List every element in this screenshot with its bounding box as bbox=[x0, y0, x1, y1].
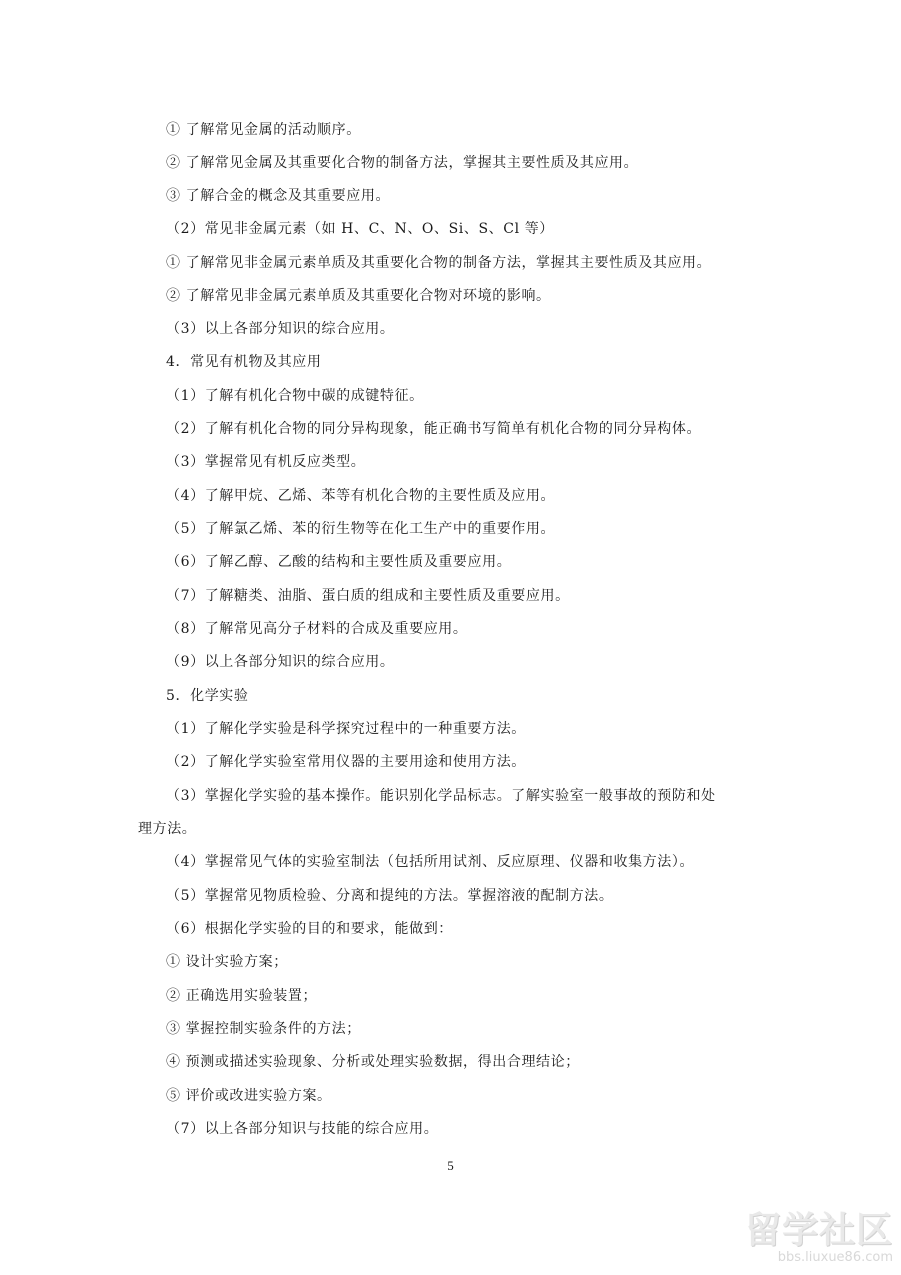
text-line: ① 设计实验方案； bbox=[166, 954, 288, 970]
text-line: （6）了解乙醇、乙酸的结构和主要性质及重要应用。 bbox=[166, 554, 512, 570]
page-number: 5 bbox=[447, 1158, 454, 1173]
text-line: ② 了解常见金属及其重要化合物的制备方法，掌握其主要性质及其应用。 bbox=[166, 155, 639, 171]
text-line: （7）以上各部分知识与技能的综合应用。 bbox=[166, 1121, 439, 1137]
text-line: （2）了解化学实验室常用仪器的主要用途和使用方法。 bbox=[166, 754, 526, 770]
watermark-logo bbox=[743, 1211, 893, 1269]
text-line: （9）以上各部分知识的综合应用。 bbox=[166, 654, 395, 670]
text-line: （4）了解甲烷、乙烯、苯等有机化合物的主要性质及应用。 bbox=[166, 488, 556, 504]
section-heading: 4．常见有机物及其应用 bbox=[166, 354, 322, 370]
text-line: ① 了解常见金属的活动顺序。 bbox=[166, 122, 361, 138]
watermark-url: bbs.liuxue86.com bbox=[777, 1250, 893, 1265]
text-line: （8）了解常见高分子材料的合成及重要应用。 bbox=[166, 621, 468, 637]
text-line-continuation: 理方法。 bbox=[138, 821, 197, 837]
watermark-title: 留学社区 bbox=[744, 1210, 893, 1251]
text-line: （5）了解氯乙烯、苯的衍生物等在化工生产中的重要作用。 bbox=[166, 521, 556, 537]
text-line: （2）了解有机化合物的同分异构现象，能正确书写简单有机化合物的同分异构体。 bbox=[166, 421, 702, 437]
text-line: （3）以上各部分知识的综合应用。 bbox=[166, 321, 395, 337]
text-line: （3）掌握化学实验的基本操作。能识别化学品标志。了解实验室一般事故的预防和处 bbox=[166, 788, 716, 804]
text-line: （6）根据化学实验的目的和要求，能做到： bbox=[166, 921, 453, 937]
text-line: （4）掌握常见气体的实验室制法（包括所用试剂、反应原理、仪器和收集方法）。 bbox=[166, 854, 695, 870]
text-line: ② 了解常见非金属元素单质及其重要化合物对环境的影响。 bbox=[166, 288, 551, 304]
text-line: （1）了解化学实验是科学探究过程中的一种重要方法。 bbox=[166, 721, 526, 737]
text-line: ⑤ 评价或改进实验方案。 bbox=[166, 1088, 332, 1104]
text-line: ② 正确选用实验装置； bbox=[166, 988, 318, 1004]
text-line: （2）常见非金属元素（如 H、C、N、O、Si、S、Cl 等） bbox=[166, 221, 554, 237]
text-line: ③ 了解合金的概念及其重要应用。 bbox=[166, 188, 391, 204]
text-line: （1）了解有机化合物中碳的成键特征。 bbox=[166, 388, 424, 404]
section-heading: 5．化学实验 bbox=[166, 688, 249, 704]
text-line: ① 了解常见非金属元素单质及其重要化合物的制备方法，掌握其主要性质及其应用。 bbox=[166, 255, 712, 271]
text-line: （3）掌握常见有机反应类型。 bbox=[166, 454, 366, 470]
text-line: ④ 预测或描述实验现象、分析或处理实验数据，得出合理结论； bbox=[166, 1054, 580, 1070]
text-line: （7）了解糖类、油脂、蛋白质的组成和主要性质及重要应用。 bbox=[166, 588, 570, 604]
text-line: ③ 掌握控制实验条件的方法； bbox=[166, 1021, 361, 1037]
text-line: （5）掌握常见物质检验、分离和提纯的方法。掌握溶液的配制方法。 bbox=[166, 888, 614, 904]
